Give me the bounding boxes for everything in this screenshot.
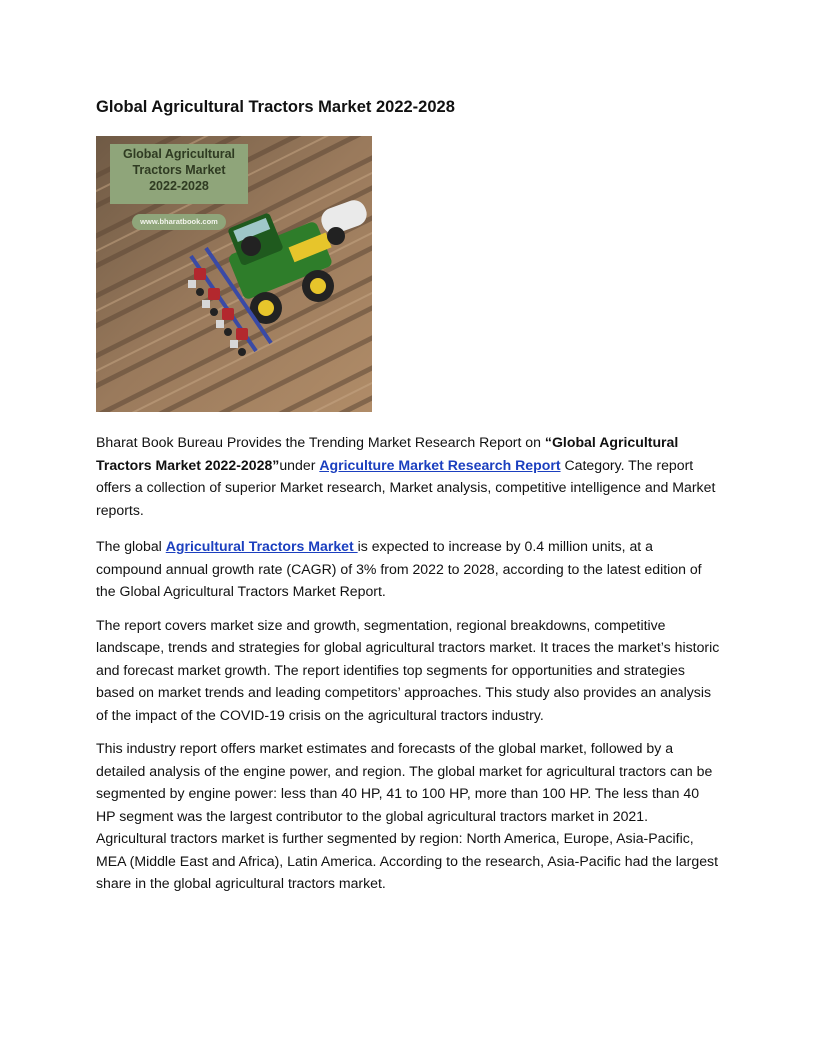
market-paragraph (96, 535, 720, 603)
category-link[interactable]: Agriculture Market Research Report (319, 456, 561, 473)
cover-title-line: Tractors Market (132, 163, 226, 177)
document-title: Global Agricultural Tractors Market 2022-2028 (96, 98, 455, 116)
market-lead: The global (96, 538, 166, 554)
cover-title-line: 2022-2028 (149, 179, 209, 193)
intro-tail: Category. The report offers a collection of superior Market research, Market analysis, competitive intelligence and Market reports. (96, 456, 716, 518)
coverage-paragraph: The report covers market size and growth, segmentation, regional breakdowns, competitive landscape, trends and strategies for global agricultural tractors market. It traces the market’s historic and forecast market growth. The report identifies top segments for opportunities and strategies based on market trends and leading competitors’ approaches. This study also provides an analysis of the impact of the COVID-19 crisis on the agricultural tractors industry. (96, 616, 720, 723)
cover-title-badge (110, 144, 248, 204)
cover-title-line: Global Agricultural (122, 147, 236, 161)
market-link[interactable]: Agricultural Tractors Market (165, 538, 358, 554)
market-tail: is expected to increase by 0.4 million units, at a compound annual growth rate (CAGR) of 3% from 2022 to 2028, according to the latest edition of the Global Agricultural Tractors Market Report. (96, 538, 702, 599)
intro-mid: under (279, 456, 320, 473)
segmentation-paragraph: This industry report offers market estimates and forecasts of the global market, followed by a detailed analysis of the engine power, and region. The global market for agricultural tractors can be segmented by engine power: less than 40 HP, 41 to 100 HP, more than 100 HP. The less than 40 HP segment was the largest contributor to the global agricultural tractors market in 2021. Agricultural tractors market is further segmented by region: North America, Europe, Asia-Pacific, MEA (Middle East and Africa), Latin America. According to the research, Asia-Pacific had the largest share in the global agricultural tractors market. (96, 740, 718, 891)
cover-image (96, 136, 372, 412)
cover-url-badge: www.bharatbook.com (132, 214, 226, 230)
report-title-bold: “Global Agricultural Tractors Market 2022-2028” (96, 434, 679, 473)
intro-paragraph (96, 431, 720, 521)
intro-lead: Bharat Book Bureau Provides the Trending Market Research Report on (96, 434, 545, 450)
document-page (96, 96, 720, 906)
